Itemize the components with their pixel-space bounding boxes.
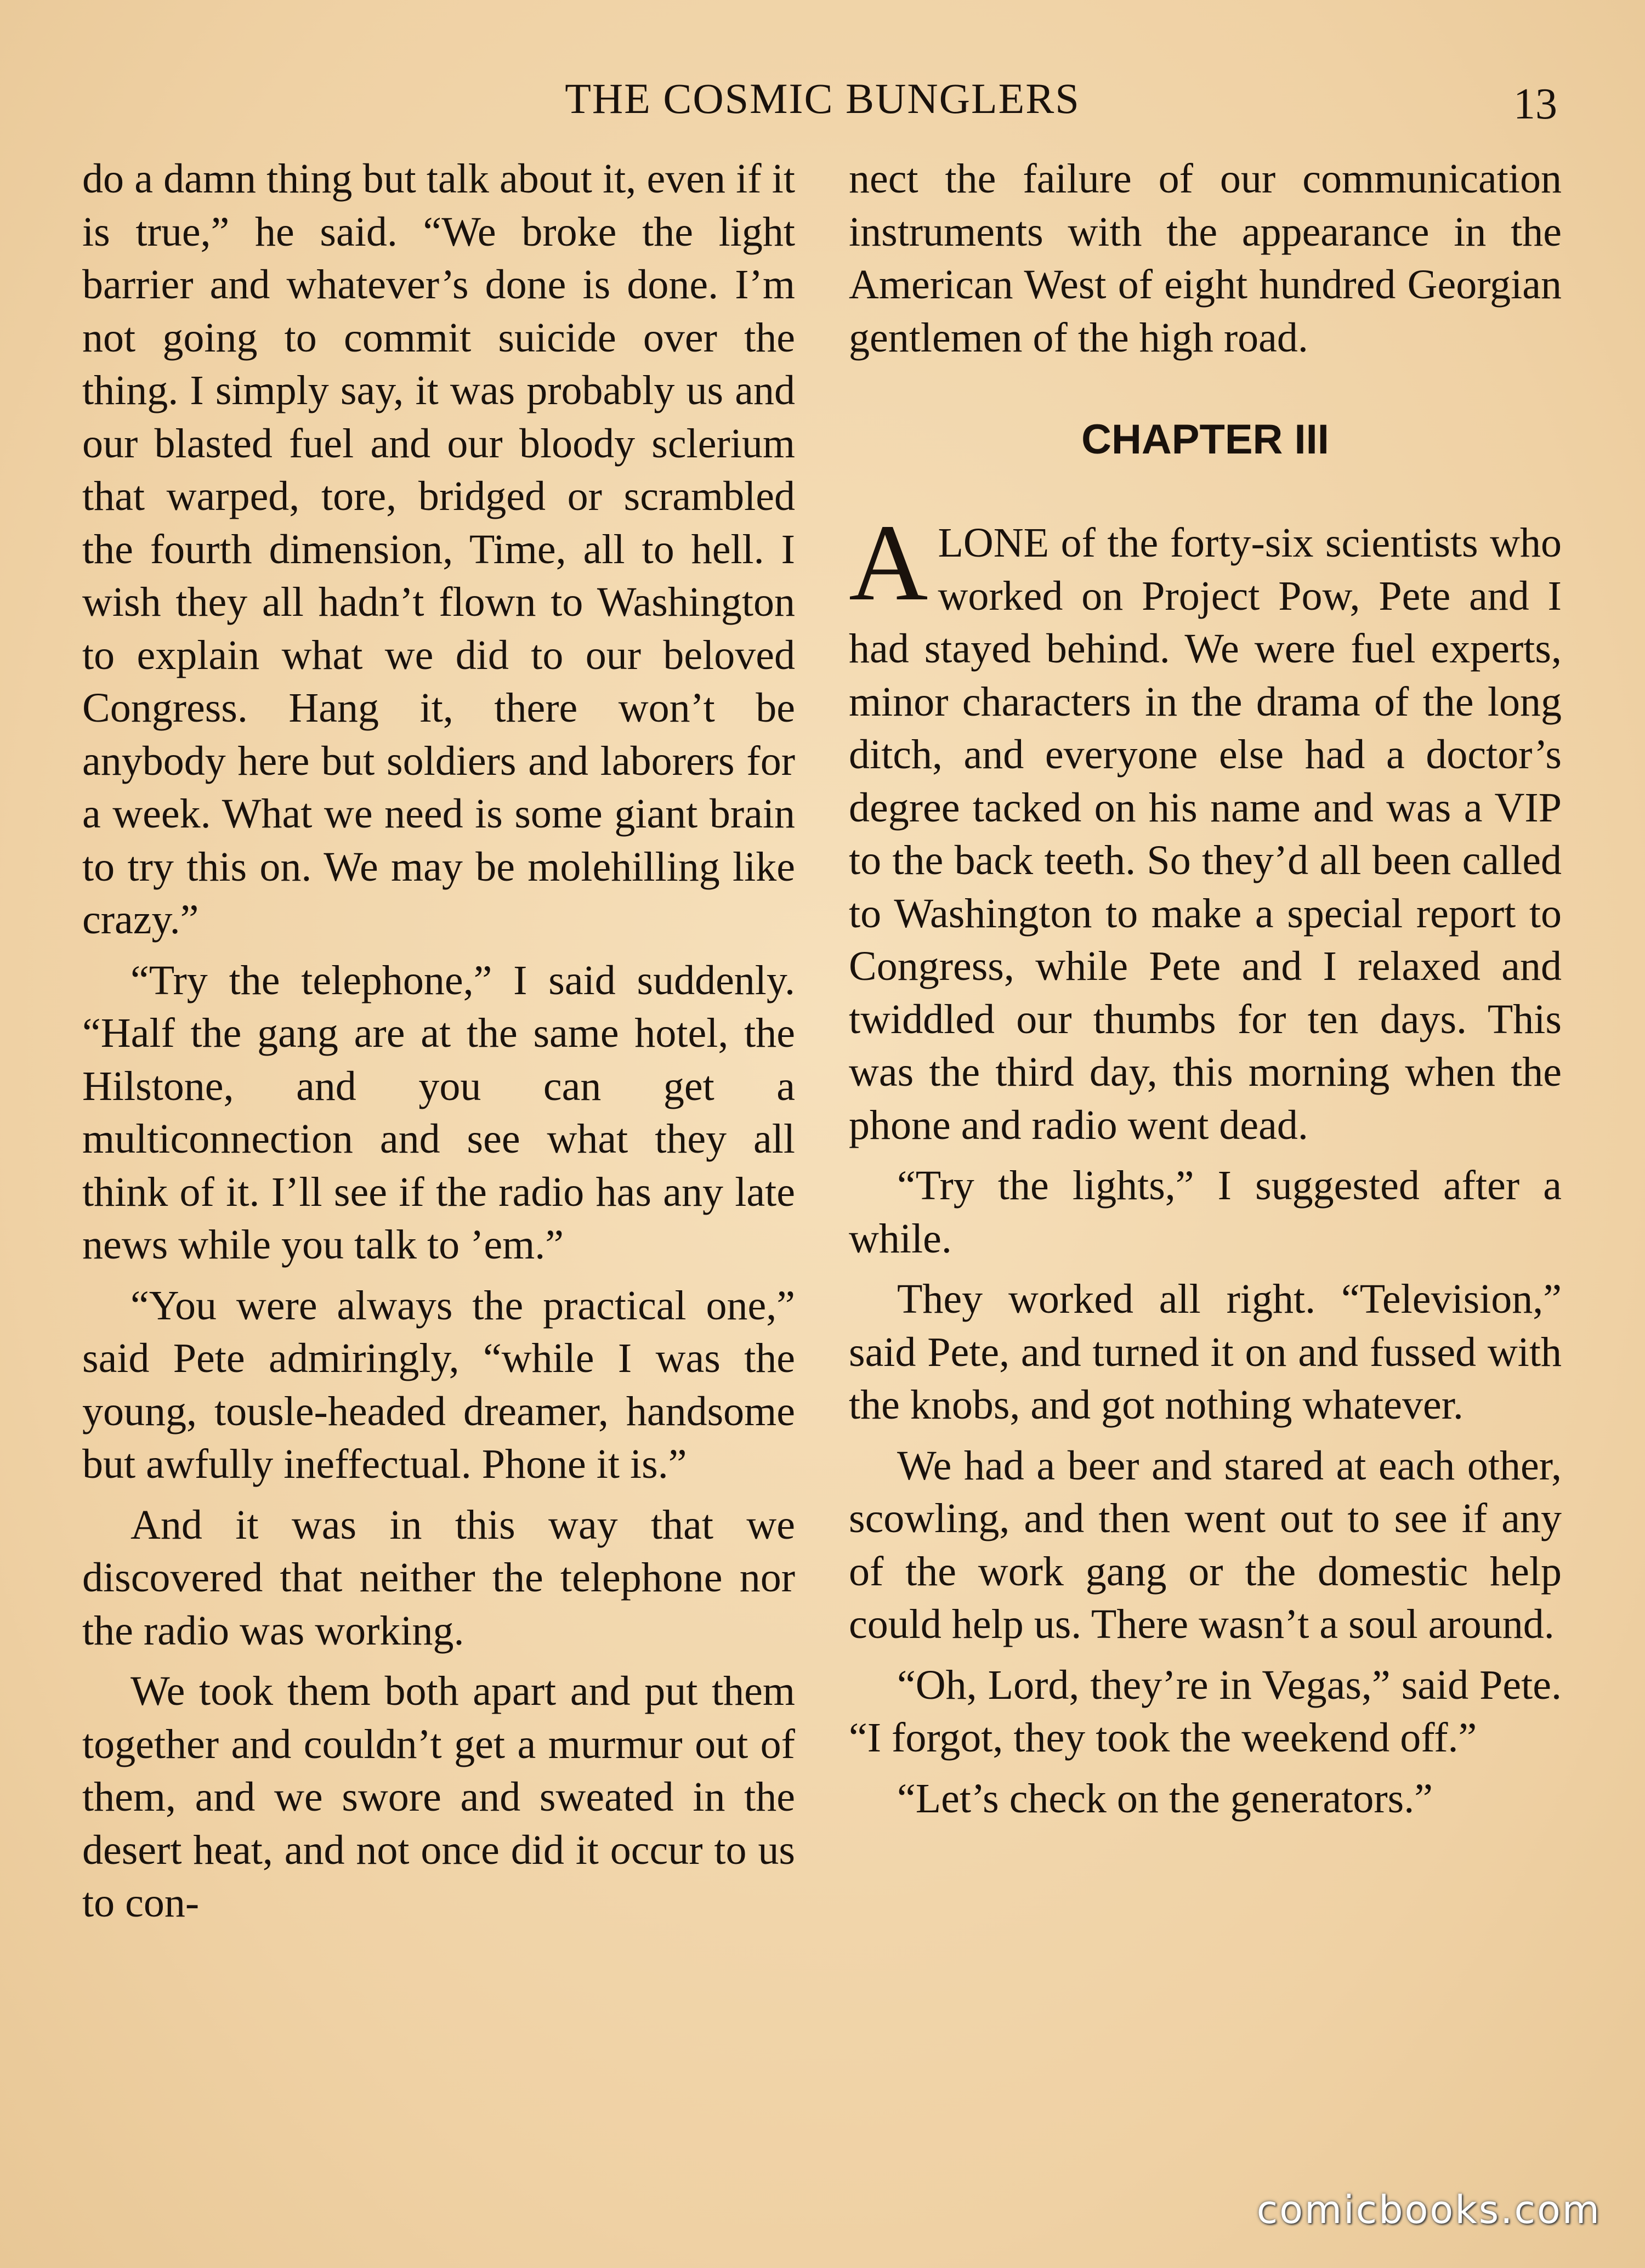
paragraph: “You were always the practical one,” said Pete admiringly, “while I was the young, tousle-headed dreamer, handsome but awfully ineffectual. Phone it is.” — [82, 1282, 795, 1487]
chapter-heading: CHAPTER III — [1081, 416, 1329, 463]
paragraph: We had a beer and stared at each other, scowling, and then went out to see if any of the work gang or the domestic help could help us. There wasn’t a soul around. — [849, 1442, 1562, 1647]
paragraph: “Try the telephone,” I said suddenly. “Half the gang are at the same hotel, the Hilstone, and you can get a multiconnection and see what they all think of it. I’ll see if the radio has any late news while you talk to ’em.” — [82, 957, 795, 1268]
paragraph: “Oh, Lord, they’re in Vegas,” said Pete. “I forgot, they took the weekend off.” — [849, 1662, 1562, 1761]
chapter-opening-paragraph — [849, 502, 1562, 1152]
paragraph: And it was in this way that we discovered that neither the telephone nor the radio was working. — [82, 1501, 795, 1654]
paragraph: do a damn thing but talk about it, even if it is true,” he said. “We broke the light barrier and whatever’s done is done. I’m not going to commit suicide over the thing. I simply say, it was probably us and our blasted fuel and our bloody sclerium that warped, tore, bridged or scrambled the fourth dimension, Time, all to hell. I wish they all hadn’t flown to Washington to explain what we did to our beloved Congress. Hang it, there won’t be anybody here but soldiers and laborers for a week. What we need is some giant brain to try this on. We may be molehilling like crazy.” — [82, 156, 795, 943]
page-number: 13 — [1513, 80, 1557, 128]
paragraph: They worked all right. “Television,” said Pete, and turned it on and fussed with the knobs, and got nothing whatever. — [849, 1276, 1562, 1428]
site-watermark: comicbooks.com — [1256, 2187, 1601, 2232]
running-title: THE COSMIC BUNGLERS — [565, 75, 1080, 122]
right-column — [849, 152, 1562, 1833]
opening-caps: LONE — [938, 520, 1050, 566]
opening-text: of the forty-six scientists who worked on Project Pow, Pete and I had stayed behind. We were fuel experts, minor characters in the drama of the long ditch, and everyone else had a doctor’s degree tacked on his name and was a VIP to the back teeth. So they’d all been called to Washington to make a special report to Congress, while Pete and I relaxed and twiddled our thumbs for ten days. This was the third day, this morning when the phone and radio went dead. — [849, 520, 1562, 1148]
paragraph: We took them both apart and put them together and couldn’t get a murmur out of them, and we swore and sweated in the desert heat, and not once did it occur to us to con- — [82, 1668, 795, 1926]
paragraph: “Let’s check on the generators.” — [897, 1775, 1433, 1822]
paragraph-continuation: nect the failure of our communication instruments with the appearance in the American West of eight hundred Georgian gentlemen of the high road. — [849, 156, 1562, 361]
paragraph: “Try the lights,” I suggested after a while. — [849, 1163, 1562, 1262]
drop-cap: A — [849, 502, 928, 623]
left-column — [82, 152, 795, 1937]
